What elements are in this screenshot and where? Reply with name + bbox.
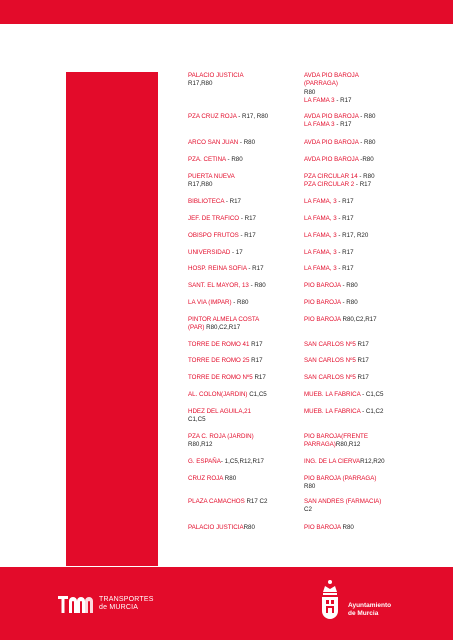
cell-line	[304, 198, 443, 206]
stop-name: SANT. EL MAYOR, 13	[188, 282, 249, 289]
cell-line	[304, 475, 443, 483]
cell-line	[304, 282, 443, 290]
bus-lines: C1,C5	[188, 416, 206, 424]
bus-lines: - C1,C2	[360, 408, 384, 415]
bus-lines: R80,R12	[335, 441, 361, 449]
bus-lines: - 1,C5,R12,R17	[220, 458, 264, 465]
outbound-cell	[188, 198, 300, 206]
cell-line	[304, 506, 443, 514]
cell-line	[304, 483, 443, 491]
return-cell	[304, 156, 443, 164]
cell-line	[188, 341, 300, 349]
stop-name: MUEB. LA FABRICA	[304, 391, 361, 398]
cell-line	[304, 357, 443, 365]
stop-name: PIO BAROJA	[304, 282, 341, 289]
cell-line	[188, 524, 300, 532]
stop-name: AVDA PIO BAROJA	[304, 113, 359, 120]
cell-line	[188, 156, 300, 164]
bus-lines: C2	[304, 506, 312, 514]
stop-name: TORRE DE ROMO 25	[188, 357, 250, 364]
return-cell	[304, 475, 443, 492]
stop-name: OBISPO FRUTOS	[188, 232, 239, 239]
cell-line	[188, 232, 300, 240]
bus-lines: - R80	[238, 139, 256, 146]
stop-name: ARCO SAN JUAN	[188, 139, 239, 146]
outbound-cell	[188, 316, 300, 333]
stop-name: HDEZ DEL AGUILA,21	[188, 408, 252, 415]
cell-line	[304, 458, 443, 466]
cell-line	[304, 156, 443, 164]
tm-logo-icon	[55, 592, 97, 616]
cell-line	[188, 391, 300, 399]
bus-lines: - R80	[358, 139, 376, 146]
bus-lines: - R17	[336, 265, 354, 272]
stop-name: PZA CRUZ ROJA	[188, 113, 237, 120]
return-cell	[304, 232, 443, 240]
cell-line	[188, 433, 300, 441]
outbound-cell	[188, 249, 300, 257]
outbound-cell	[188, 374, 300, 382]
outbound-cell	[188, 139, 300, 147]
stop-name: LA VIA (IMPAR)	[188, 299, 232, 306]
outbound-cell	[188, 265, 300, 273]
outbound-cell	[188, 357, 300, 365]
outbound-cell	[188, 282, 300, 290]
cell-line	[188, 249, 300, 257]
stop-name: PIO BAROJA (PARRAGA)	[304, 475, 377, 482]
bus-lines: C1,C5	[247, 391, 267, 398]
cell-line	[188, 458, 300, 466]
side-red-bar	[66, 72, 158, 566]
cell-line	[304, 524, 443, 532]
return-cell	[304, 265, 443, 273]
cell-line	[304, 113, 443, 121]
return-cell	[304, 458, 443, 466]
bus-lines: R12,R20	[360, 458, 385, 465]
bus-lines: R17,R80	[188, 80, 213, 88]
cell-line	[188, 316, 300, 324]
bus-lines: - R80	[225, 156, 243, 163]
bus-lines: - R80	[358, 113, 376, 120]
cell-line	[188, 215, 300, 223]
return-cell	[304, 299, 443, 307]
cell-line	[188, 498, 300, 506]
top-red-band	[0, 0, 453, 24]
stop-name: PALACIO JUSTICIA	[188, 524, 244, 531]
cell-line	[188, 441, 300, 449]
bus-lines: R17,R80	[188, 181, 213, 189]
ayuntamiento-line1: Ayuntamiento	[348, 602, 392, 609]
stop-name: LA FAMA 3	[304, 97, 335, 105]
cell-line	[188, 265, 300, 273]
cell-line	[304, 433, 443, 441]
cell-line	[188, 374, 300, 382]
bus-lines: R17 C2	[244, 498, 268, 505]
outbound-cell	[188, 498, 300, 506]
outbound-cell	[188, 232, 300, 240]
stop-name: LA FAMA, 3	[304, 249, 337, 256]
bus-lines: - R17	[354, 181, 372, 189]
outbound-cell	[188, 341, 300, 349]
stop-name: PLAZA CAMACHOS	[188, 498, 245, 505]
bus-lines: - R17	[334, 97, 352, 105]
return-cell	[304, 391, 443, 399]
return-cell	[304, 357, 443, 365]
bus-lines: - R17	[336, 215, 354, 222]
bus-lines: - R80	[340, 299, 358, 306]
cell-line	[304, 265, 443, 273]
ayuntamiento-logo	[318, 578, 428, 628]
stop-name: HOSP. REINA SOFIA	[188, 265, 247, 272]
bus-lines: R80	[340, 524, 354, 531]
bus-lines: R17	[252, 374, 266, 381]
cell-line	[188, 181, 300, 189]
cell-line	[188, 198, 300, 206]
bus-lines: R80,C2,R17	[204, 324, 241, 332]
bus-lines: R80	[243, 524, 255, 531]
bus-lines: R17	[355, 341, 369, 348]
stop-name: UNIVERSIDAD	[188, 249, 231, 256]
bus-lines: R17	[355, 374, 369, 381]
bus-lines: - R17	[239, 215, 256, 222]
outbound-cell	[188, 156, 300, 164]
cell-line	[304, 498, 443, 506]
cell-line	[188, 80, 300, 88]
stop-name: PZA CIRCULAR 2	[304, 181, 355, 189]
ayuntamiento-line2: de Murcia	[348, 610, 379, 617]
cell-line	[304, 181, 443, 189]
cell-line	[304, 249, 443, 257]
return-cell	[304, 498, 443, 515]
stop-name: SAN CARLOS Nº5	[304, 341, 356, 348]
cell-line	[304, 139, 443, 147]
cell-line	[304, 316, 443, 324]
outbound-cell	[188, 299, 300, 307]
stop-name: PARRAGA)	[304, 441, 336, 449]
cell-line	[188, 416, 300, 424]
stop-name: LA FAMA, 3	[304, 215, 337, 222]
bus-lines: - 17	[230, 249, 243, 256]
stop-name: LA FAMA, 3	[304, 265, 337, 272]
bus-lines: - R80	[248, 282, 266, 289]
bus-lines: - R17	[336, 249, 354, 256]
return-cell	[304, 72, 443, 106]
stop-name: MUEB. LA FABRICA	[304, 408, 361, 415]
outbound-cell	[188, 458, 300, 466]
cell-line	[304, 374, 443, 382]
stop-name: BIBLIOTECA	[188, 198, 225, 205]
bus-lines: R80	[304, 483, 316, 491]
return-cell	[304, 408, 443, 416]
bus-lines: - R80	[340, 282, 358, 289]
murcia-crest-icon	[318, 578, 342, 626]
outbound-cell	[188, 113, 300, 121]
return-cell	[304, 341, 443, 349]
cell-line	[188, 173, 300, 181]
cell-line	[304, 391, 443, 399]
return-cell	[304, 113, 443, 130]
bus-lines: R80	[304, 88, 316, 96]
stop-name: AVDA PIO BAROJA	[304, 72, 359, 79]
return-cell	[304, 524, 443, 532]
outbound-cell	[188, 173, 300, 190]
stop-name: LA FAMA, 3	[304, 232, 337, 239]
stop-name: PIO BAROJA	[304, 524, 341, 531]
stop-name: (PAR)	[188, 324, 205, 332]
return-cell	[304, 374, 443, 382]
bus-lines: - R80	[231, 299, 249, 306]
bus-lines: R80	[223, 475, 237, 482]
stop-name: CRUZ ROJA	[188, 475, 224, 482]
bus-lines: R80,C2,R17	[340, 316, 377, 323]
stop-name: PIO BAROJA	[304, 316, 341, 323]
return-cell	[304, 139, 443, 147]
bus-lines: - R17	[336, 198, 354, 205]
tm-logo-line1: TRANSPORTES	[99, 596, 154, 603]
cell-line	[304, 408, 443, 416]
stop-name: PINTOR ALMELA COSTA	[188, 316, 260, 323]
stop-name: ING. DE LA CIERVA	[304, 458, 361, 465]
cell-line	[304, 121, 443, 129]
cell-line	[188, 408, 300, 416]
cell-line	[188, 299, 300, 307]
cell-line	[188, 324, 300, 332]
stop-name: AL. COLON(JARDIN)	[188, 391, 248, 398]
bus-lines: - R17	[246, 265, 264, 272]
stop-name: TORRE DE ROMO 41	[188, 341, 250, 348]
stop-name: G. ESPAÑA	[188, 458, 221, 465]
stop-name: LA FAMA 3	[304, 121, 335, 129]
transportes-murcia-logo	[55, 592, 154, 618]
bus-lines: - R17, R20	[336, 232, 369, 239]
cell-line	[304, 173, 443, 181]
bus-lines: R17	[249, 341, 263, 348]
stop-name: PZA. CETINA	[188, 156, 226, 163]
stop-name: PIO BAROJA	[304, 299, 341, 306]
cell-line	[188, 282, 300, 290]
cell-line	[304, 89, 443, 97]
stop-name: JEF. DE TRAFICO	[188, 215, 240, 222]
return-cell	[304, 316, 443, 324]
cell-line	[188, 72, 300, 80]
bus-lines: - R17	[334, 121, 352, 129]
stop-name: AVDA PIO BAROJA	[304, 139, 359, 146]
cell-line	[304, 97, 443, 105]
cell-line	[188, 139, 300, 147]
outbound-cell	[188, 408, 300, 425]
return-cell	[304, 215, 443, 223]
cell-line	[188, 357, 300, 365]
tm-logo-line2: de MURCIA	[99, 604, 139, 611]
return-cell	[304, 249, 443, 257]
cell-line	[304, 341, 443, 349]
stop-name: TORRE DE ROMO Nº5	[188, 374, 253, 381]
bus-lines: - R80	[357, 173, 375, 180]
stop-name: SAN CARLOS Nº5	[304, 357, 356, 364]
cell-line	[304, 232, 443, 240]
cell-line	[304, 80, 443, 88]
return-cell	[304, 173, 443, 190]
stop-name: LA FAMA, 3	[304, 198, 337, 205]
bus-lines: -R80	[358, 156, 374, 163]
outbound-cell	[188, 475, 300, 483]
outbound-cell	[188, 524, 300, 532]
outbound-cell	[188, 391, 300, 399]
cell-line	[304, 72, 443, 80]
stop-name: AVDA PIO BAROJA	[304, 156, 359, 163]
bus-lines: R80,R12	[188, 441, 213, 449]
stop-name: PZA CIRCULAR 14	[304, 173, 358, 180]
outbound-cell	[188, 215, 300, 223]
stop-name: SAN CARLOS Nº5	[304, 374, 356, 381]
cell-line	[304, 215, 443, 223]
stop-name: (PARRAGA)	[304, 80, 338, 88]
stop-name: PUERTA NUEVA	[188, 173, 235, 180]
cell-line	[304, 299, 443, 307]
return-cell	[304, 282, 443, 290]
cell-line	[188, 113, 300, 121]
stop-name: PALACIO JUSTICIA	[188, 72, 244, 79]
bus-lines: - C1,C5	[360, 391, 384, 398]
stop-name: SAN ANDRES (FARMACIA)	[304, 498, 382, 505]
stop-name: PZA C. ROJA (JARDIN)	[188, 433, 254, 440]
outbound-cell	[188, 72, 300, 89]
cell-line	[304, 441, 443, 449]
bus-lines: - R17, R80	[236, 113, 269, 120]
outbound-cell	[188, 433, 300, 450]
stop-name: PIO BAROJA(FRENTE	[304, 433, 368, 440]
bus-lines: - R17	[238, 232, 256, 239]
bus-lines: R17	[355, 357, 369, 364]
return-cell	[304, 433, 443, 450]
return-cell	[304, 198, 443, 206]
cell-line	[188, 475, 300, 483]
bus-lines: - R17	[224, 198, 241, 205]
bus-lines: R17	[249, 357, 263, 364]
